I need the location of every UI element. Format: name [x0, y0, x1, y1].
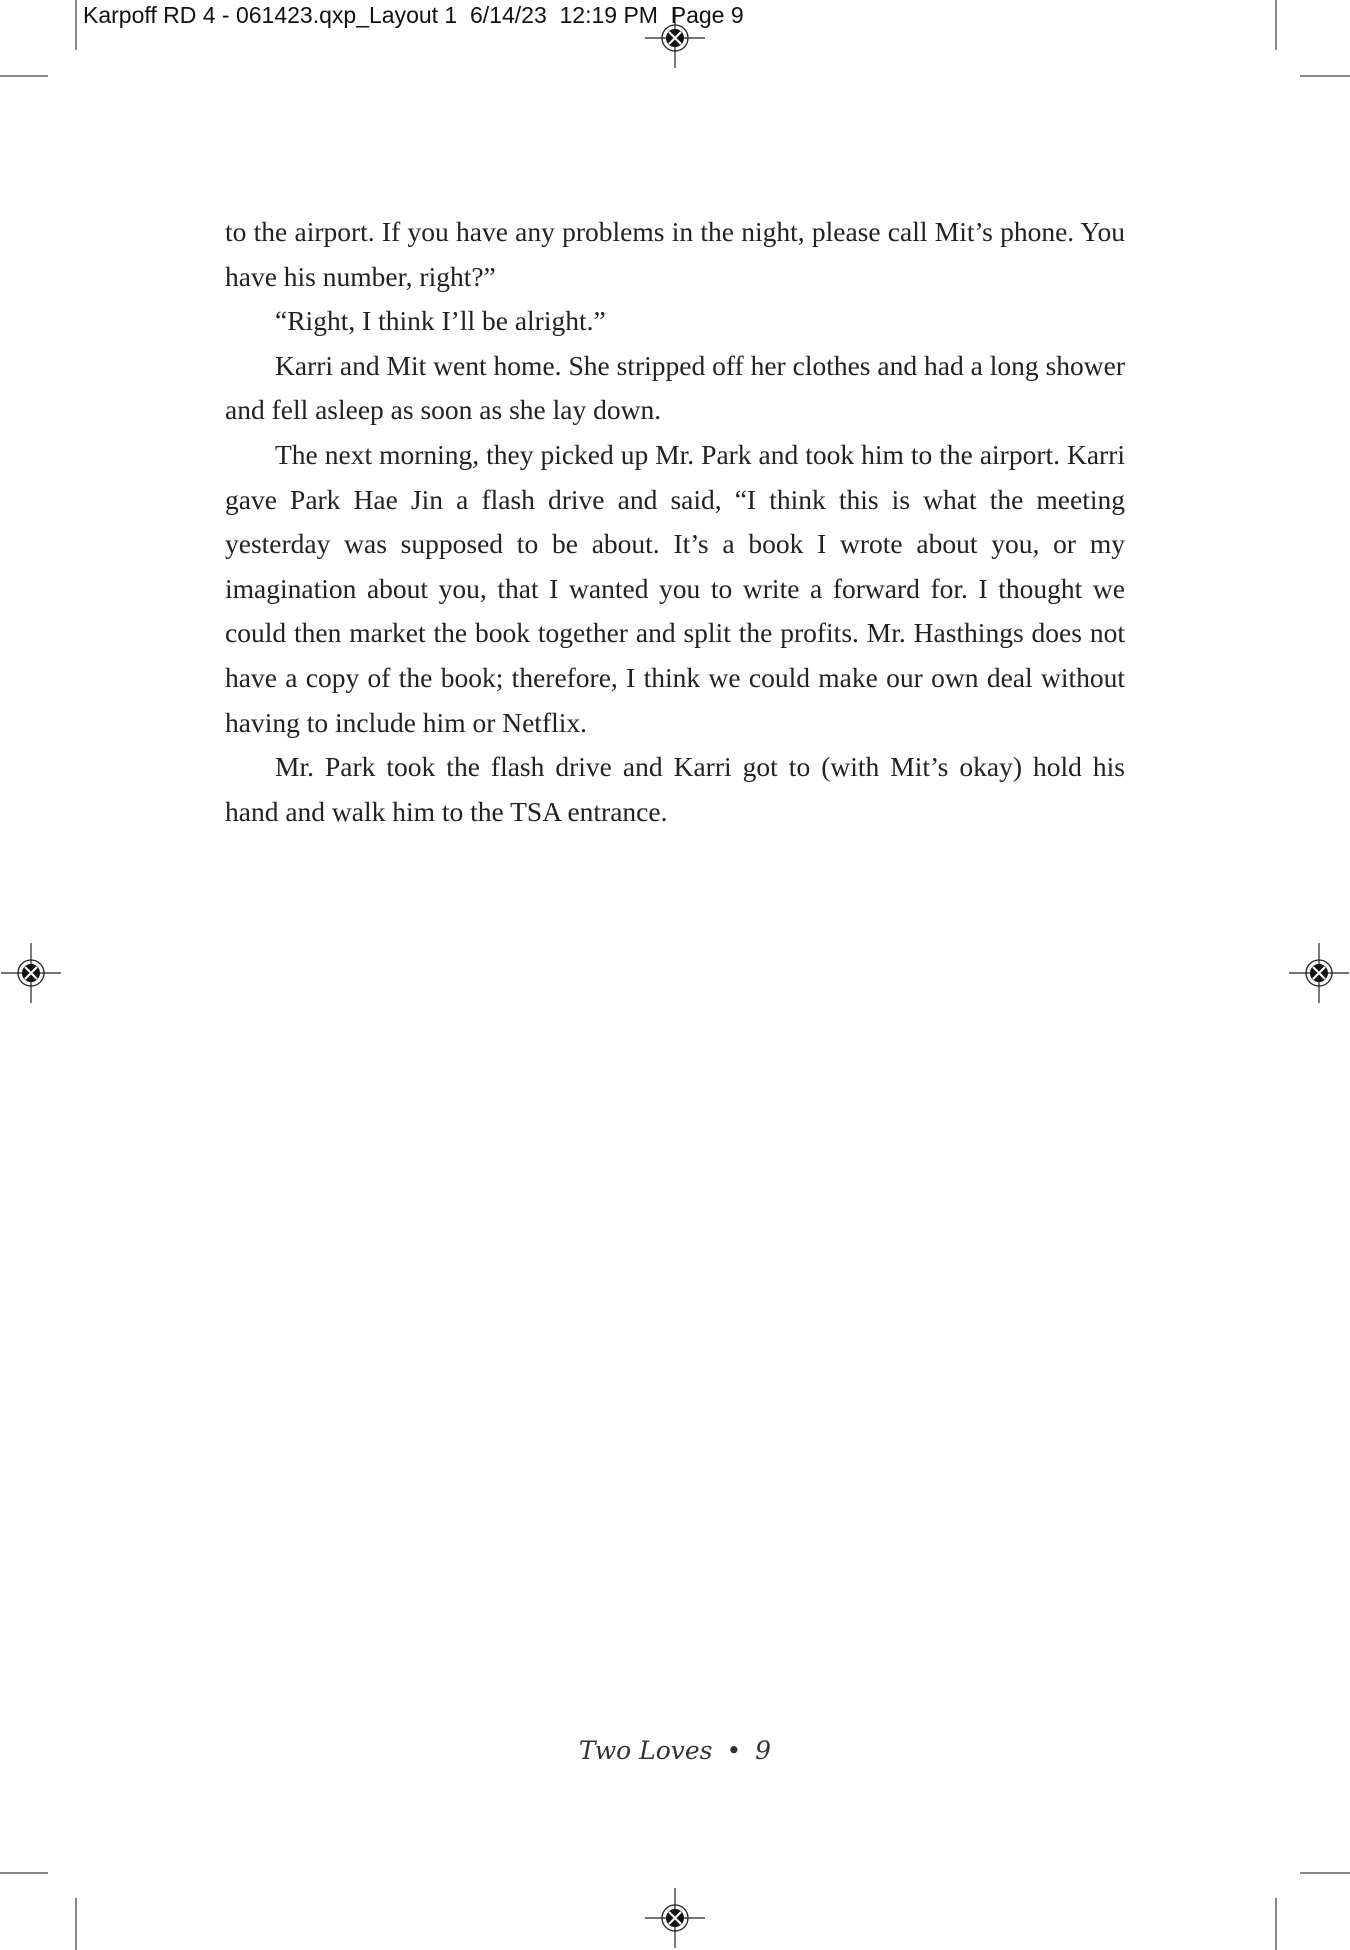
paragraph: Karri and Mit went home. She stripped off her clothes and had a long shower and fell asleep as soon as she lay down. — [225, 349, 1125, 426]
crop-mark — [0, 75, 48, 77]
body-text — [225, 210, 1125, 834]
crop-mark — [0, 1872, 48, 1874]
crop-mark — [1300, 75, 1350, 77]
crop-mark — [1300, 1872, 1350, 1874]
registration-mark-icon — [1289, 943, 1349, 1003]
registration-mark-icon — [1, 943, 61, 1003]
crop-mark — [1275, 1898, 1277, 1950]
paragraph: Mr. Park took the flash drive and Karri got to (with Mit’s okay) hold his hand and walk him to the TSA entrance. — [225, 751, 1125, 827]
paragraph: “Right, I think I’ll be alright.” — [275, 305, 606, 337]
slug-line: Karpoff RD 4 - 061423.qxp_Layout 1 6/14/23 12:19 PM Page 9 — [83, 2, 744, 28]
crop-mark — [1275, 0, 1277, 50]
footer-separator: • — [726, 1736, 742, 1765]
registration-mark-icon — [645, 1888, 705, 1948]
crop-mark — [75, 1898, 77, 1950]
page-number: 9 — [755, 1736, 772, 1765]
page-footer — [0, 1736, 1350, 1765]
paragraph: The next morning, they picked up Mr. Park and took him to the airport. Karri gave Park Hae Jin a flash drive and said, “I think this is what the meeting yesterday was supposed to be about. It’s a book I wrote about you, or my imagination about you, that I wanted you to write a forward for. I thought we could then market the book together and split the profits. Mr. Hasthings does not have a copy of the book; therefore, I think we could make our own deal without having to include him or Netflix. — [225, 438, 1125, 738]
paragraph: to the airport. If you have any problems in the night, please call Mit’s phone. You have his number, right?” — [225, 216, 1125, 292]
crop-mark — [75, 0, 77, 50]
running-title: Two Loves — [578, 1736, 713, 1765]
